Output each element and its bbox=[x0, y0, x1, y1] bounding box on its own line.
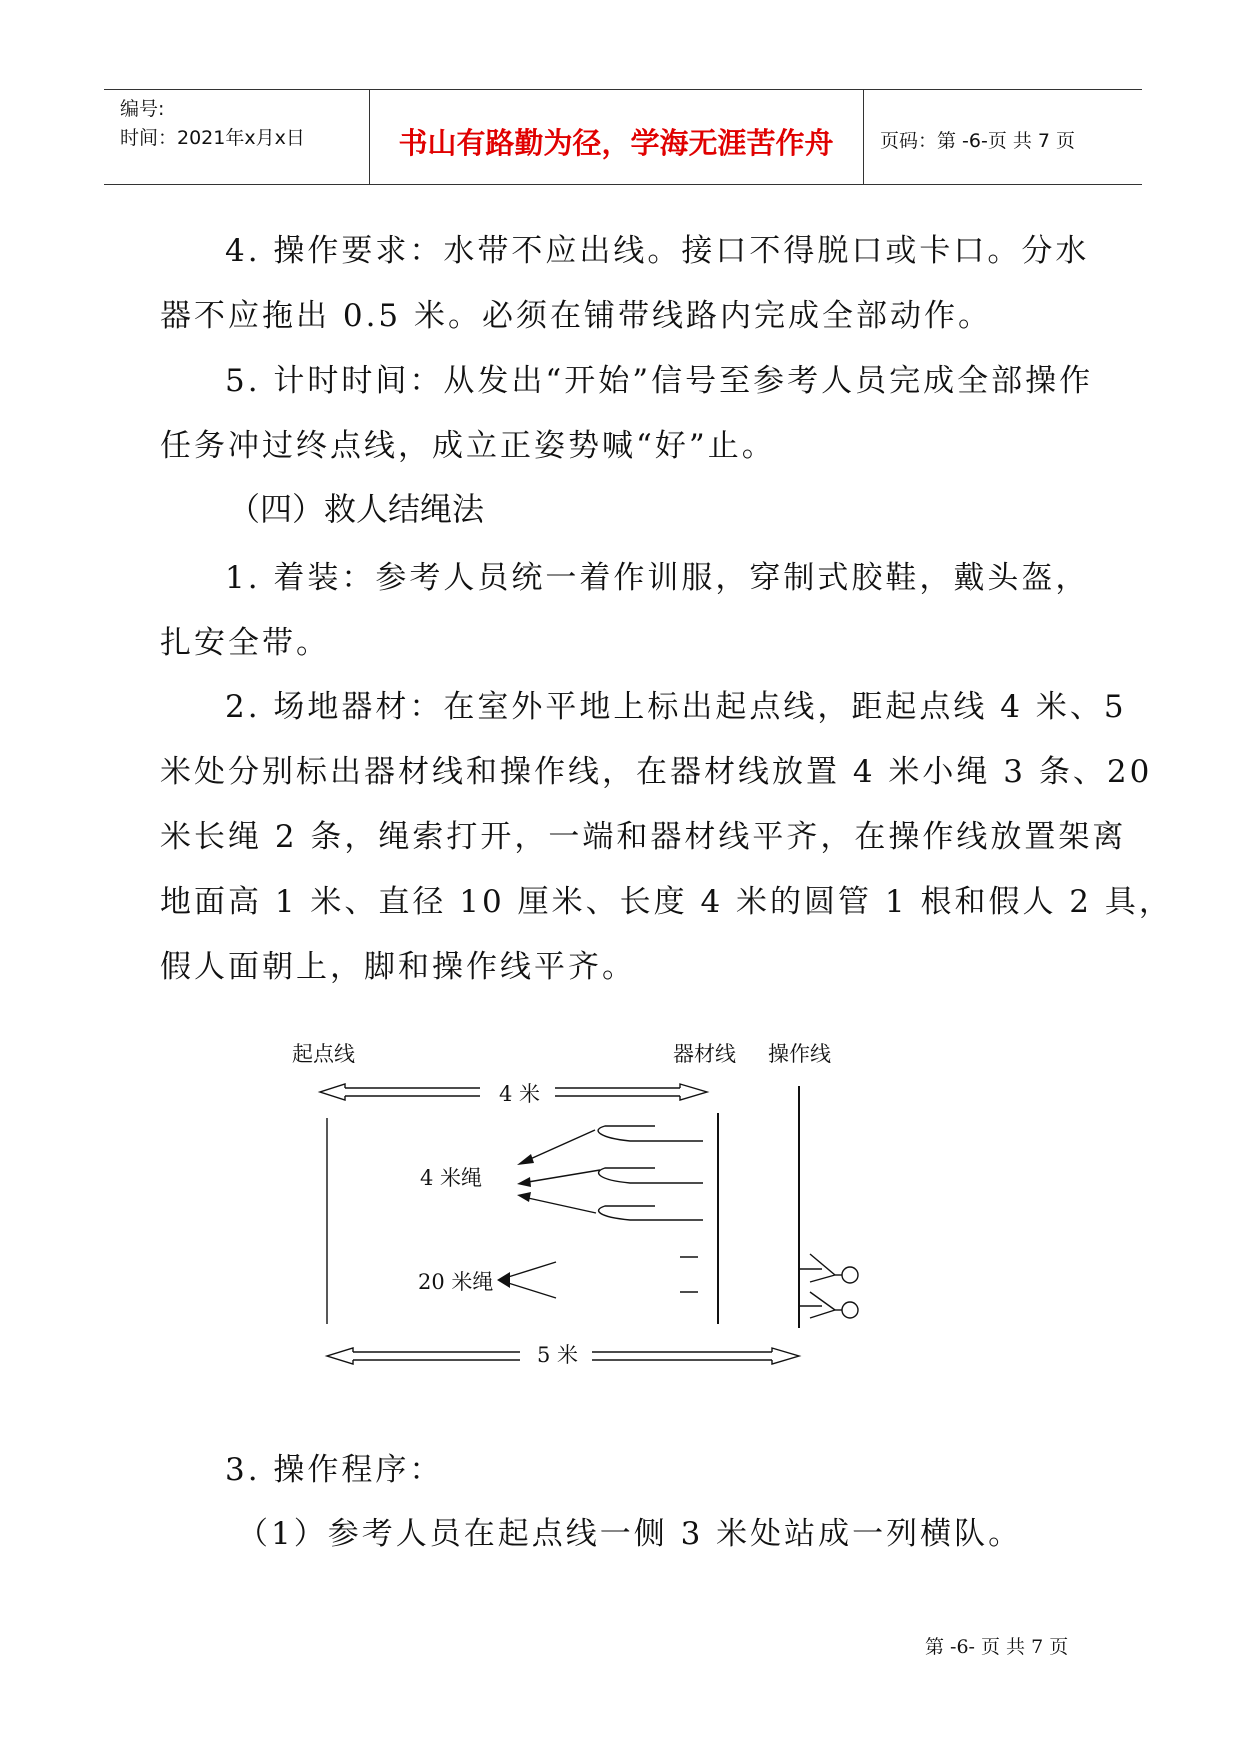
arrowhead-icon bbox=[517, 1177, 531, 1187]
arrow-4m-right bbox=[555, 1084, 707, 1100]
arrow-5m-right bbox=[592, 1348, 799, 1364]
paragraph-line: 扎安全带。 bbox=[160, 625, 330, 661]
document-number-label: 编号: bbox=[120, 98, 165, 120]
arrowhead-icon bbox=[517, 1154, 534, 1165]
dummy-figure-icon bbox=[799, 1292, 858, 1318]
arrowhead-icon bbox=[517, 1192, 531, 1202]
operation-line-label: 操作线 bbox=[768, 1042, 831, 1066]
arrowhead-icon bbox=[497, 1272, 510, 1288]
equipment-line-label: 器材线 bbox=[673, 1042, 736, 1066]
distance-5m-label: 5 米 bbox=[537, 1343, 579, 1367]
paragraph-line: （1）参考人员在起点线一侧 3 米处站成一列横队。 bbox=[237, 1516, 1023, 1552]
rope-4m bbox=[599, 1168, 703, 1183]
paragraph-line: 1. 着装：参考人员统一着作训服，穿制式胶鞋，戴头盔， bbox=[225, 560, 1090, 596]
arrow-5m-left bbox=[327, 1348, 520, 1364]
section-heading: （四）救人结绳法 bbox=[228, 490, 485, 528]
paragraph-line: 地面高 1 米、直径 10 厘米、长度 4 米的圆管 1 根和假人 2 具， bbox=[160, 884, 1173, 920]
paragraph-line: 器不应拖出 0.5 米。必须在铺带线路内完成全部动作。 bbox=[160, 298, 993, 334]
paragraph-line: 2. 场地器材：在室外平地上标出起点线，距起点线 4 米、5 bbox=[225, 689, 1127, 725]
start-line-label: 起点线 bbox=[292, 1042, 355, 1066]
arrow-icon bbox=[528, 1130, 600, 1213]
page-header bbox=[104, 89, 1142, 185]
rope-4m-label: 4 米绳 bbox=[420, 1166, 483, 1190]
rope-4m bbox=[599, 1206, 703, 1220]
page-footer: 第 -6- 页 共 7 页 bbox=[925, 1636, 1069, 1658]
rope-4m bbox=[598, 1126, 703, 1141]
header-motto-cell bbox=[369, 90, 864, 184]
arrow-4m-left bbox=[320, 1084, 480, 1100]
header-meta-cell bbox=[104, 90, 370, 184]
rope-20m-label: 20 米绳 bbox=[418, 1270, 494, 1294]
arrow-icon bbox=[505, 1262, 556, 1298]
header-page-info: 页码：第 -6-页 共 7 页 bbox=[880, 130, 1076, 152]
paragraph-line: 米长绳 2 条，绳索打开，一端和器材线平齐，在操作线放置架离 bbox=[160, 819, 1127, 855]
distance-4m-label: 4 米 bbox=[499, 1082, 541, 1106]
paragraph-line: 3. 操作程序： bbox=[225, 1452, 444, 1488]
paragraph-line: 5. 计时时间：从发出“开始”信号至参考人员完成全部操作 bbox=[225, 363, 1094, 399]
header-motto: 书山有路勤为径，学海无涯苦作舟 bbox=[398, 126, 834, 160]
document-time-label: 时间：2021年x月x日 bbox=[120, 127, 305, 149]
dummy-figure-icon bbox=[799, 1254, 858, 1283]
paragraph-line: 任务冲过终点线，成立正姿势喊“好”止。 bbox=[160, 428, 776, 464]
paragraph-line: 4. 操作要求：水带不应出线。接口不得脱口或卡口。分水 bbox=[225, 233, 1090, 269]
paragraph-line: 米处分别标出器材线和操作线，在器材线放置 4 米小绳 3 条、20 bbox=[160, 754, 1153, 790]
paragraph-line: 假人面朝上，脚和操作线平齐。 bbox=[160, 949, 636, 985]
